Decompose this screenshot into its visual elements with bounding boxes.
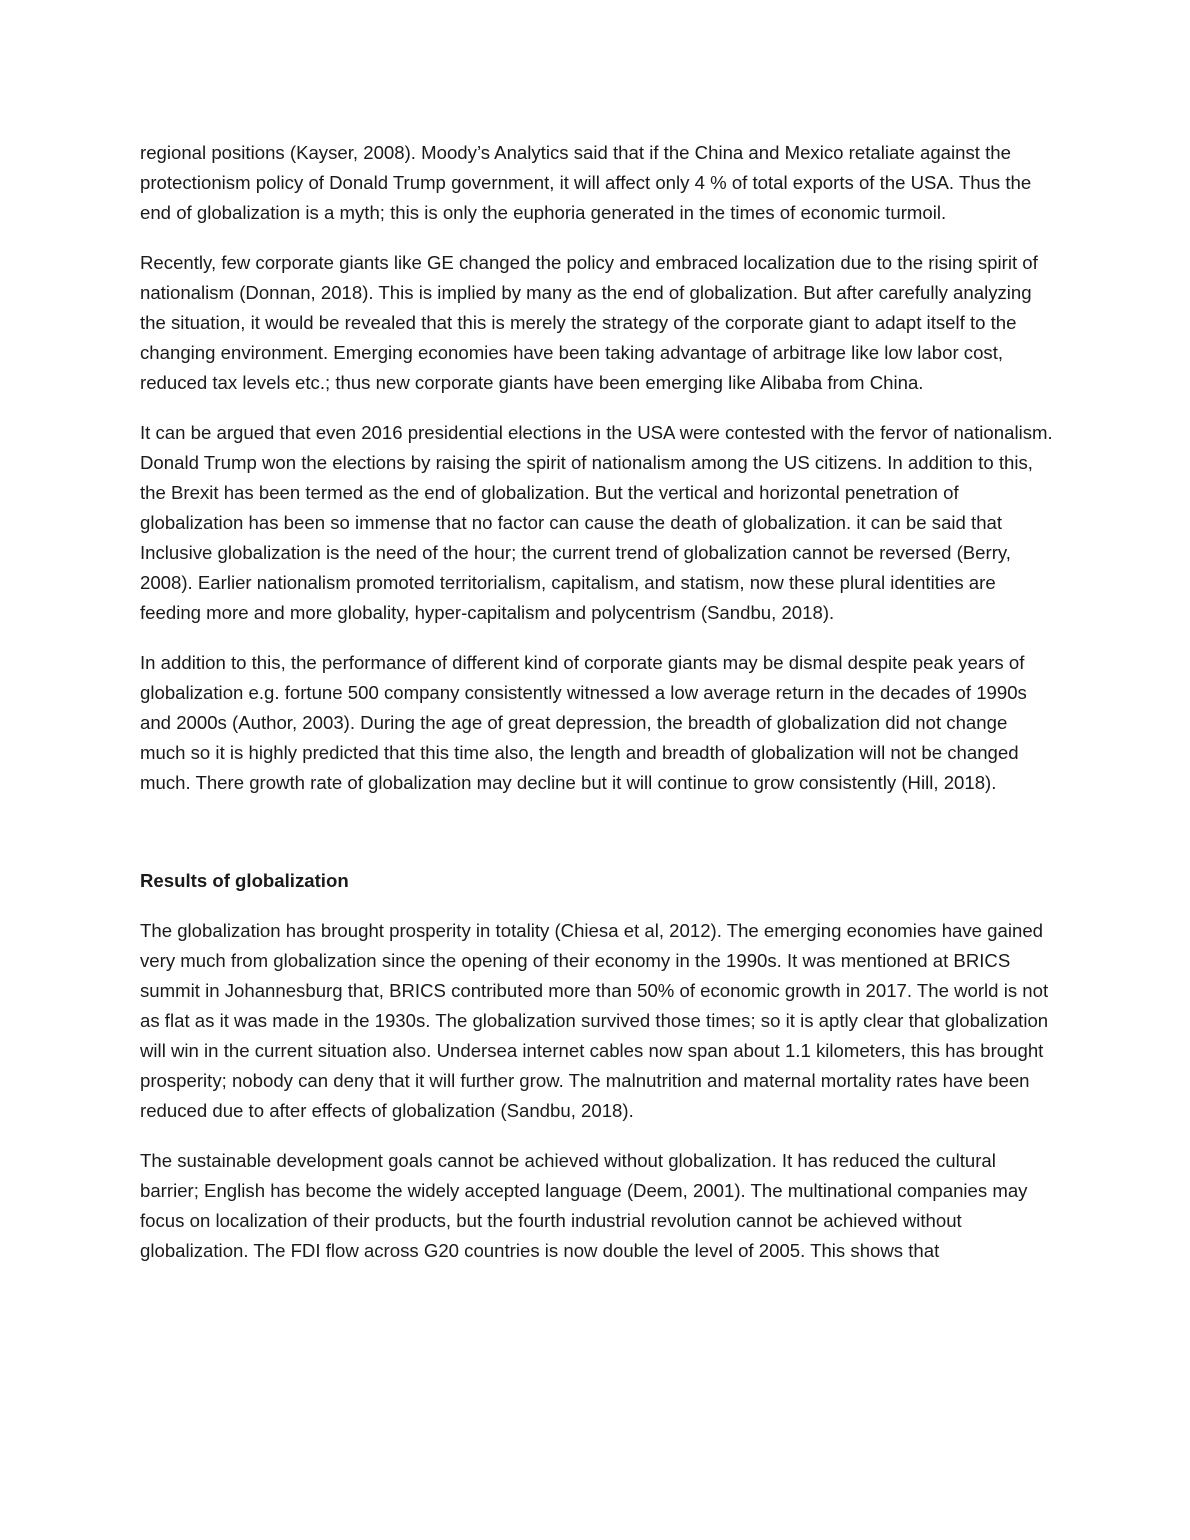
body-paragraph: The sustainable development goals cannot be achieved without globalization. It has reduced the cultural barrier; English has become the widely accepted language (Deem, 2001). The multinational companies may focus on localization of their products, but the fourth industrial revolution cannot be achieved without globalization. The FDI flow across G20 countries is now double the level of 2005. This shows that <box>140 1150 1028 1261</box>
document-body <box>140 138 1055 1286</box>
body-paragraph: It can be argued that even 2016 presidential elections in the USA were contested with the fervor of nationalism. Donald Trump won the elections by raising the spirit of nationalism among the US citizens. In addition to this, the Brexit has been termed as the end of globalization. But the vertical and horizontal penetration of globalization has been so immense that no factor can cause the death of globalization. it can be said that Inclusive globalization is the need of the hour; the current trend of globalization cannot be reversed (Berry, 2008). Earlier nationalism promoted territorialism, capitalism, and statism, now these plural identities are feeding more and more globality, hyper-capitalism and polycentrism (Sandbu, 2018). <box>140 422 1053 623</box>
body-paragraph: Recently, few corporate giants like GE changed the policy and embraced localization due to the rising spirit of nationalism (Donnan, 2018). This is implied by many as the end of globalization. But after carefully analyzing the situation, it would be revealed that this is merely the strategy of the corporate giant to adapt itself to the changing environment. Emerging economies have been taking advantage of arbitrage like low labor cost, reduced tax levels etc.; thus new corporate giants have been emerging like Alibaba from China. <box>140 252 1038 393</box>
body-paragraph: The globalization has brought prosperity in totality (Chiesa et al, 2012). The emerging economies have gained very much from globalization since the opening of their economy in the 1990s. It was mentioned at BRICS summit in Johannesburg that, BRICS contributed more than 50% of economic growth in 2017. The world is not as flat as it was made in the 1930s. The globalization survived those times; so it is aptly clear that globalization will win in the current situation also. Undersea internet cables now span about 1.1 kilometers, this has brought prosperity; nobody can deny that it will further grow. The malnutrition and maternal mortality rates have been reduced due to after effects of globalization (Sandbu, 2018). <box>140 920 1049 1121</box>
body-paragraph: In addition to this, the performance of different kind of corporate giants may be dismal despite peak years of globalization e.g. fortune 500 company consistently witnessed a low average return in the decades of 1990s and 2000s (Author, 2003). During the age of great depression, the breadth of globalization did not change much so it is highly predicted that this time also, the length and breadth of globalization will not be changed much. There growth rate of globalization may decline but it will continue to grow consistently (Hill, 2018). <box>140 652 1027 793</box>
section-heading: Results of globalization <box>140 870 349 891</box>
section-spacer <box>140 818 1055 866</box>
body-paragraph: regional positions (Kayser, 2008). Moody’s Analytics said that if the China and Mexico retaliate against the protectionism policy of Donald Trump government, it will affect only 4 % of total exports of the USA. Thus the end of globalization is a myth; this is only the euphoria generated in the times of economic turmoil. <box>140 142 1032 223</box>
